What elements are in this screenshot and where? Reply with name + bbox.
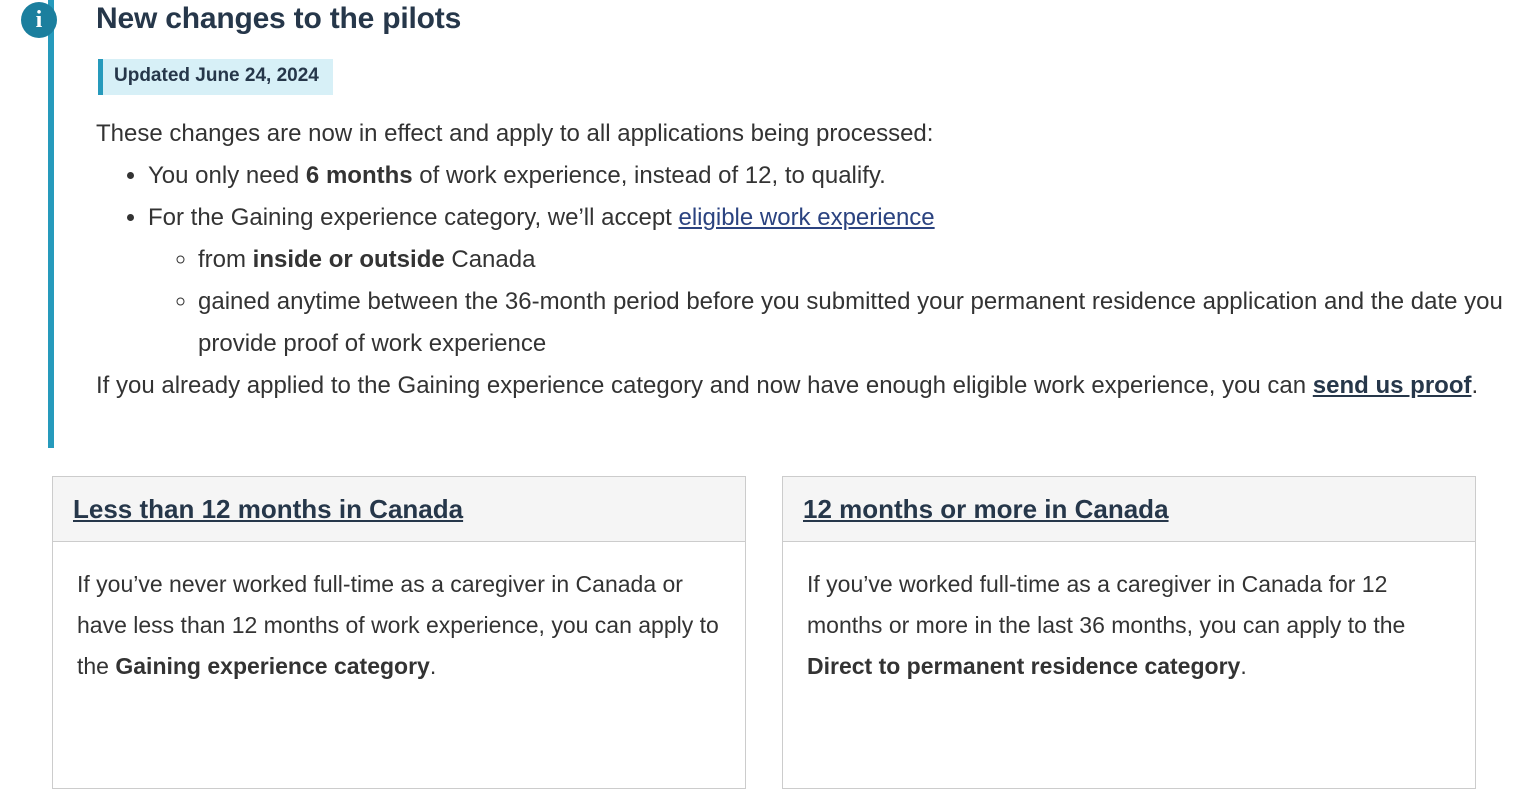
card-header	[53, 477, 745, 542]
list-item	[198, 281, 1536, 365]
card-body	[53, 542, 745, 711]
notice-closing-paragraph	[96, 365, 1536, 407]
card-2-body-tail: .	[1240, 653, 1247, 679]
card-1-body-lead: If you’ve never worked full-time as a caregiver in Canada or have less than 12 months of work experience, you can apply to the	[77, 571, 719, 679]
card-body-text	[807, 564, 1451, 687]
notice-sub-bullet-list	[148, 239, 1536, 365]
notice-title: New changes to the pilots	[96, 2, 462, 35]
bullet-1-bold: 6 months	[305, 162, 413, 189]
card-1-body-tail: .	[429, 653, 437, 679]
card-2-body-lead: If you’ve worked full-time as a caregiver in Canada for 12 months or more in the last 36 months, you can apply to the	[807, 571, 1406, 638]
new-changes-notice	[35, 0, 1536, 448]
bullet-2-lead: For the Gaining experience category, we’ll accept	[148, 204, 679, 231]
card-body	[783, 542, 1475, 711]
notice-body	[96, 113, 1536, 407]
subbullet-1-lead: from	[198, 246, 253, 273]
card-12-months-or-more	[782, 476, 1476, 789]
bullet-1-lead: You only need	[148, 162, 306, 189]
eligible-work-experience-link[interactable]: eligible work experience	[678, 204, 935, 231]
notice-intro-text: These changes are now in effect and apply to all applications being processed:	[96, 120, 934, 147]
info-icon: i	[21, 2, 57, 38]
list-item	[148, 197, 1536, 365]
updated-date-badge: Updated June 24, 2024	[98, 59, 333, 95]
card-body-text	[77, 564, 721, 687]
card-title-link-12-months-or-more[interactable]: 12 months or more in Canada	[803, 494, 1169, 524]
card-2-body-bold: Direct to permanent residence category	[807, 653, 1241, 679]
pathway-cards	[52, 476, 1476, 789]
closing-lead-text: If you already applied to the Gaining experience category and now have enough eligible work experience, you can	[96, 372, 1313, 399]
closing-tail-text: .	[1471, 372, 1479, 399]
card-1-body-bold: Gaining experience category	[115, 653, 430, 679]
card-less-than-12-months	[52, 476, 746, 789]
card-header	[783, 477, 1475, 542]
list-item	[148, 155, 1536, 197]
bullet-1-tail: of work experience, instead of 12, to qualify.	[412, 162, 886, 189]
subbullet-2-lead: gained anytime between the 36-month period before you submitted your permanent residence application and the date you provide proof of work experience	[198, 288, 1503, 357]
subbullet-1-tail: Canada	[444, 246, 536, 273]
card-title-link-less-than-12-months[interactable]: Less than 12 months in Canada	[73, 494, 464, 524]
list-item	[198, 239, 1536, 281]
subbullet-1-bold: inside or outside	[252, 246, 445, 273]
notice-bullet-list	[96, 155, 1536, 365]
send-us-proof-link[interactable]: send us proof	[1312, 372, 1472, 399]
